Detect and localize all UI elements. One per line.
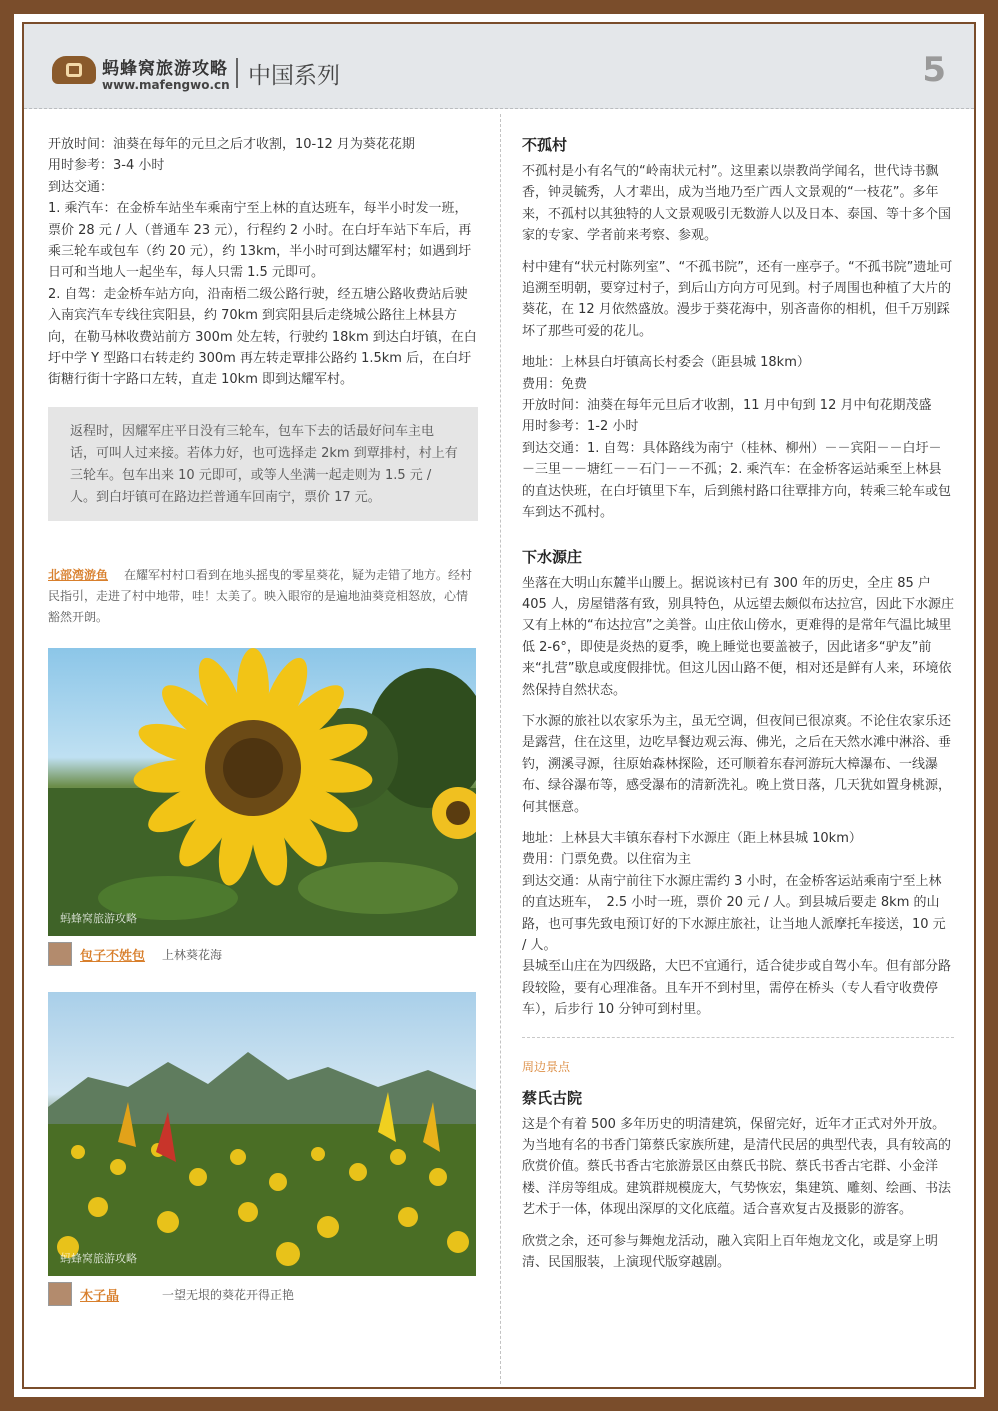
comment-text: 在耀军村村口看到在地头摇曳的零星葵花，疑为走错了地方。经村民指引，走进了村中地带，哇！太美了。映入眼帘的是遍地油葵竞相怒放，心情豁然开朗。 — [48, 567, 473, 624]
series-title: 中国系列 — [248, 63, 340, 89]
bugu-open-time: 开放时间：油葵在每年元旦后才收割，11 月中旬到 12 月中旬花期茂盛 — [522, 398, 932, 414]
logo-url: www.mafengwo.cn — [102, 78, 230, 92]
duration-line: 用时参考：3-4 小时 — [48, 158, 165, 174]
photo-author-link[interactable]: 木子晶 — [80, 1288, 120, 1304]
comment-user-link[interactable]: 北部湾游鱼 — [48, 567, 109, 582]
bugu-transport: 到达交通：1. 自驾：具体路线为南宁（桂林、柳州）－－宾阳－－白圩－－三里－－塘红－－石门－－不孤；2. 乘汽车：在金桥客运站乘至上林县的直达快班，在白圩镇里下车，后到熊村路口往覃排方向，转乘三轮车或包车到达不孤村。 — [522, 440, 952, 521]
photo-author-link[interactable]: 包子不姓包 — [80, 948, 146, 964]
bugu-attractions-paragraph: 村中建有“状元村陈列室”、“不孤书院”，还有一座亭子。“不孤书院”遗址可追溯至明朝，要穿过村子，到后山方向方可见到。村子周围也种植了大片的葵花，在 12 月依然盛放。漫步于葵花海中，别吝啬你的相机，但千万别踩坏了那些可爱的花儿。 — [522, 259, 953, 339]
drive-route-paragraph: 2. 自驾：走金桥车站方向，沿南梧二级公路行驶，经五塘公路收费站后驶入南宾汽车专线往宾阳县，约 70km 到宾阳县后走绕城公路往上林县方向，在勒马林收费站前方 300m 处左转，行驶约 18km 到达白圩镇，在白圩中学 Y 型路口右转走约 300m 再左转走覃排公路约 1.5km 后，在白圩街糖行街十字路口左转，直走 10km 即到达耀军村。 — [48, 286, 477, 388]
avatar[interactable] — [48, 1282, 72, 1306]
section-title-xiashuiyuan: 下水源庄 — [522, 547, 583, 566]
xiashuiyuan-intro-paragraph: 坐落在大明山东麓半山腰上。据说该村已有 300 年的历史，全庄 85 户 405 人，房屋错落有致，别具特色，从远望去颇似布达拉宫，因此下水源庄又有上林的“布达拉宫”之美誉。山庄依山傍水，更难得的是常年气温比城里低 2-6°，即使是炎热的夏季，晚上睡觉也要盖被子，因此诸多“驴友”前来“扎营”歇息或度假排忧。但这儿因山路不便，相对还是鲜有人来，环境依然保持自然状态。 — [522, 575, 954, 698]
return-trip-text: 返程时，因耀军庄平日没有三轮车，包车下去的话最好问车主电话，可叫人过来接。若体力好，也可选择走 2km 到覃排村，村上有三轮车。包车出来 10 元即可，或等人坐满一起走则为 1.5 元 / 人。到白圩镇可在路边拦普通车回南宁，票价 17 元。 — [70, 423, 458, 505]
xiashuiyuan-fee: 费用：门票免费。以住宿为主 — [522, 852, 692, 868]
sunflower-closeup-photo — [48, 648, 476, 936]
sunflower-field-photo — [48, 992, 476, 1276]
page-header — [24, 24, 974, 109]
xiashuiyuan-transport: 到达交通：从南宁前往下水源庄需约 3 小时，在金桥客运站乘南宁至上林的直达班车， 2.5 小时一班，票价 20 元 / 人。到县城后要走 8km 的山路，也可事先致电预订好的下水源庄旅社，让当地人派摩托车接送，10 元 / 人。 — [522, 873, 946, 953]
section-divider — [522, 1037, 954, 1038]
bugu-intro-paragraph: 不孤村是小有名气的“岭南状元村”。这里素以崇教尚学闻名，世代诗书飘香，钟灵毓秀，人才辈出，成为当地乃至广西人文景观的“一枝花”。多年来，不孤村以其独特的人文景观吸引无数游人以及日本、泰国、等十多个国家的专家、学者前来考察、参观。 — [522, 164, 952, 244]
sunflower-closeup-illustration — [48, 648, 476, 936]
transport-label: 到达交通： — [48, 179, 114, 195]
section-title-cai-courtyard: 蔡氏古院 — [522, 1088, 583, 1107]
photo-caption: 一望无垠的葵花开得正艳 — [162, 1287, 295, 1302]
bugu-fee: 费用：免费 — [522, 376, 588, 392]
xiashuiyuan-address: 地址：上林县大丰镇东春村下水源庄（距上林县城 10km） — [522, 830, 862, 846]
section-title-bugu-village: 不孤村 — [522, 136, 568, 154]
right-column — [522, 134, 954, 1273]
nearby-attractions-label: 周边景点 — [522, 1059, 571, 1074]
xiashuiyuan-lodging-paragraph: 下水源的旅社以农家乐为主，虽无空调，但夜间已很凉爽。不论住农家乐还是露营，住在这里，边吃早餐边观云海、佛光，之后在天然水滩中淋浴、垂钓，溯溪寻源，往原始森林探险，还可顺着东春河游玩大樟瀑布、一线瀑布、绿谷瀑布等，感受瀑布的清新洗礼。晚上赏日落，几天犹如置身桃源，何其惬意。 — [522, 713, 952, 815]
xiashuiyuan-road-note: 县城至山庄在为四级路，大巴不宜通行，适合徒步或自驾小车。但有部分路段较险，要有心理准备。且车开不到村里，需停在桥头（专人看守收费停车），后步行 10 分钟可到村里。 — [522, 959, 952, 1018]
return-trip-note — [48, 407, 478, 521]
bugu-address: 地址：上林县白圩镇高长村委会（距县城 18km） — [522, 355, 810, 371]
cai-courtyard-activity-paragraph: 欣赏之余，还可参与舞炮龙活动，融入宾阳上百年炮龙文化，或是穿上明清、民国服装，上演现代版穿越剧。 — [522, 1233, 939, 1271]
photo-watermark: 蚂蜂窝旅游攻略 — [60, 911, 137, 925]
open-time-line: 开放时间：油葵在每年的元旦之后才收割，10-12 月为葵花花期 — [48, 137, 415, 152]
mafengwo-logo-icon — [52, 56, 96, 84]
cai-courtyard-intro-paragraph: 这是个有着 500 多年历史的明清建筑，保留完好，近年才正式对外开放。为当地有名的书香门第蔡氏家族所建，是清代民居的典型代表，具有较高的欣赏价值。蔡氏书香古宅旅游景区由蔡氏书院、蔡氏书香古宅群、小金洋楼、洋房等组成。建筑群规模庞大，气势恢宏，集建筑、雕刻、绘画、书法艺术于一体，体现出深厚的文化底蕴。适合喜欢复古及摄影的游客。 — [522, 1116, 952, 1218]
photo-credit — [48, 1276, 478, 1332]
header-divider — [236, 58, 238, 88]
photo-watermark: 蚂蜂窝旅游攻略 — [60, 1251, 137, 1265]
photo-credit — [48, 936, 478, 992]
bugu-duration: 用时参考：1-2 小时 — [522, 419, 639, 435]
sunflower-field-illustration — [48, 992, 476, 1276]
avatar[interactable] — [48, 942, 72, 966]
column-divider — [500, 114, 501, 1384]
page-number: 5 — [922, 50, 946, 90]
logo-title: 蚂蜂窝旅游攻略 — [102, 59, 228, 79]
page-inner-frame — [22, 22, 976, 1389]
photo-caption: 上林葵花海 — [162, 947, 223, 962]
left-column — [48, 134, 478, 1332]
bus-route-paragraph: 1. 乘汽车：在金桥车站坐车乘南宁至上林的直达班车，每半小时发一班，票价 28 元 / 人（普通车 23 元），行程约 2 小时。在白圩车站下车后，再乘三轮车或包车（约 20 元），约 13km，半小时可到达耀军村；如遇到圩日可和当地人一起坐车，每人只需 1.5 元即可。 — [48, 201, 472, 281]
traveler-comment — [48, 565, 478, 628]
